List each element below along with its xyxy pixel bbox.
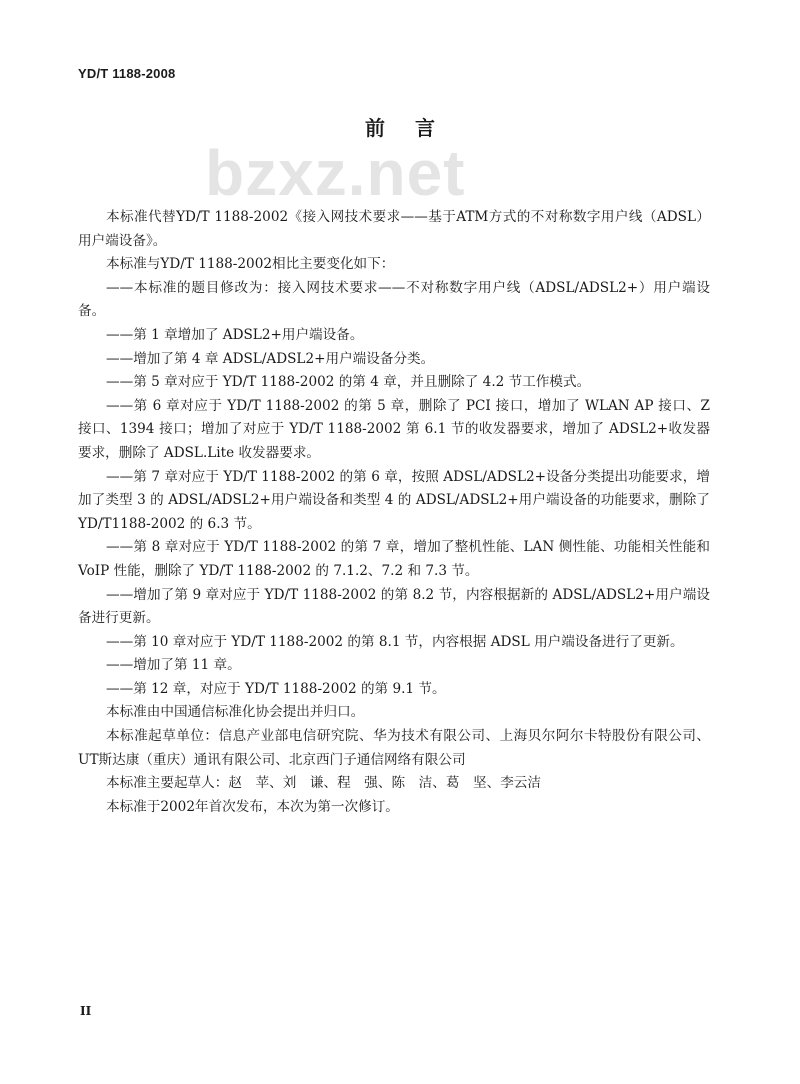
list-item: ——本标准的题目修改为：接入网技术要求——不对称数字用户线（ADSL/ADSL2+）用户端设备。 [78, 279, 710, 320]
list-item: ——第 8 章对应于 YD/T 1188-2002 的第 7 章，增加了整机性能、LAN 侧性能、功能相关性能和 VoIP 性能，删除了 YD/T 1188-2002 的 7.1.2、7.2 和 7.3 节。 [78, 539, 710, 579]
paragraph: 本标准起草单位：信息产业部电信研究院、华为技术有限公司、上海贝尔阿尔卡特股份有限公司、UT斯达康（重庆）通讯有限公司、北京西门子通信网络有限公司 [78, 728, 710, 768]
page-title: 前言 [365, 116, 465, 140]
list-item: ——增加了第 9 章对应于 YD/T 1188-2002 的第 8.2 节，内容根据新的 ADSL/ADSL2+用户端设备进行更新。 [78, 586, 710, 627]
paragraph: 本标准代替YD/T 1188-2002《接入网技术要求——基于ATM方式的不对称数字用户线（ADSL）用户端设备》。 [78, 209, 710, 249]
list-item: ——增加了第 11 章。 [106, 657, 241, 674]
list-item: ——第 1 章增加了 ADSL2+用户端设备。 [106, 326, 364, 343]
list-item: ——第 10 章对应于 YD/T 1188-2002 的第 8.1 节，内容根据 ADSL 用户端设备进行了更新。 [106, 633, 684, 650]
paragraph: 本标准与YD/T 1188-2002相比主要变化如下： [106, 256, 395, 273]
paragraph: 本标准于2002年首次发布，本次为第一次修订。 [106, 798, 399, 815]
list-item: ——第 12 章，对应于 YD/T 1188-2002 的第 9.1 节。 [106, 680, 446, 697]
page-number: II [80, 1004, 92, 1018]
watermark: bzxz.net [205, 137, 466, 209]
paragraph: 本标准由中国通信标准化协会提出并归口。 [106, 704, 365, 721]
document-code-header: YD/T 1188-2008 [78, 66, 176, 81]
paragraph: 本标准主要起草人：赵 苹、刘 谦、程 强、陈 洁、葛 坚、李云洁 [106, 775, 541, 792]
list-item: ——第 7 章对应于 YD/T 1188-2002 的第 6 章，按照 ADSL/ADSL2+设备分类提出功能要求，增加了类型 3 的 ADSL/ADSL2+用户端设备和类型 4 的 ADSL/ADSL2+用户端设备的功能要求，删除了 YD/T1188-2002 的 6.3 节。 [78, 468, 710, 532]
foreword-body [78, 206, 710, 819]
list-item: ——增加了第 4 章 ADSL/ADSL2+用户端设备分类。 [106, 350, 435, 367]
list-item: ——第 6 章对应于 YD/T 1188-2002 的第 5 章，删除了 PCI 接口，增加了 WLAN AP 接口、Z 接口、1394 接口；增加了对应于 YD/T 1188-2002 第 6.1 节的收发器要求，增加了 ADSL2+收发器要求，删除了 ADSL.Lite 收发器要求。 [78, 397, 710, 461]
list-item: ——第 5 章对应于 YD/T 1188-2002 的第 4 章，并且删除了 4.2 节工作模式。 [106, 374, 591, 391]
